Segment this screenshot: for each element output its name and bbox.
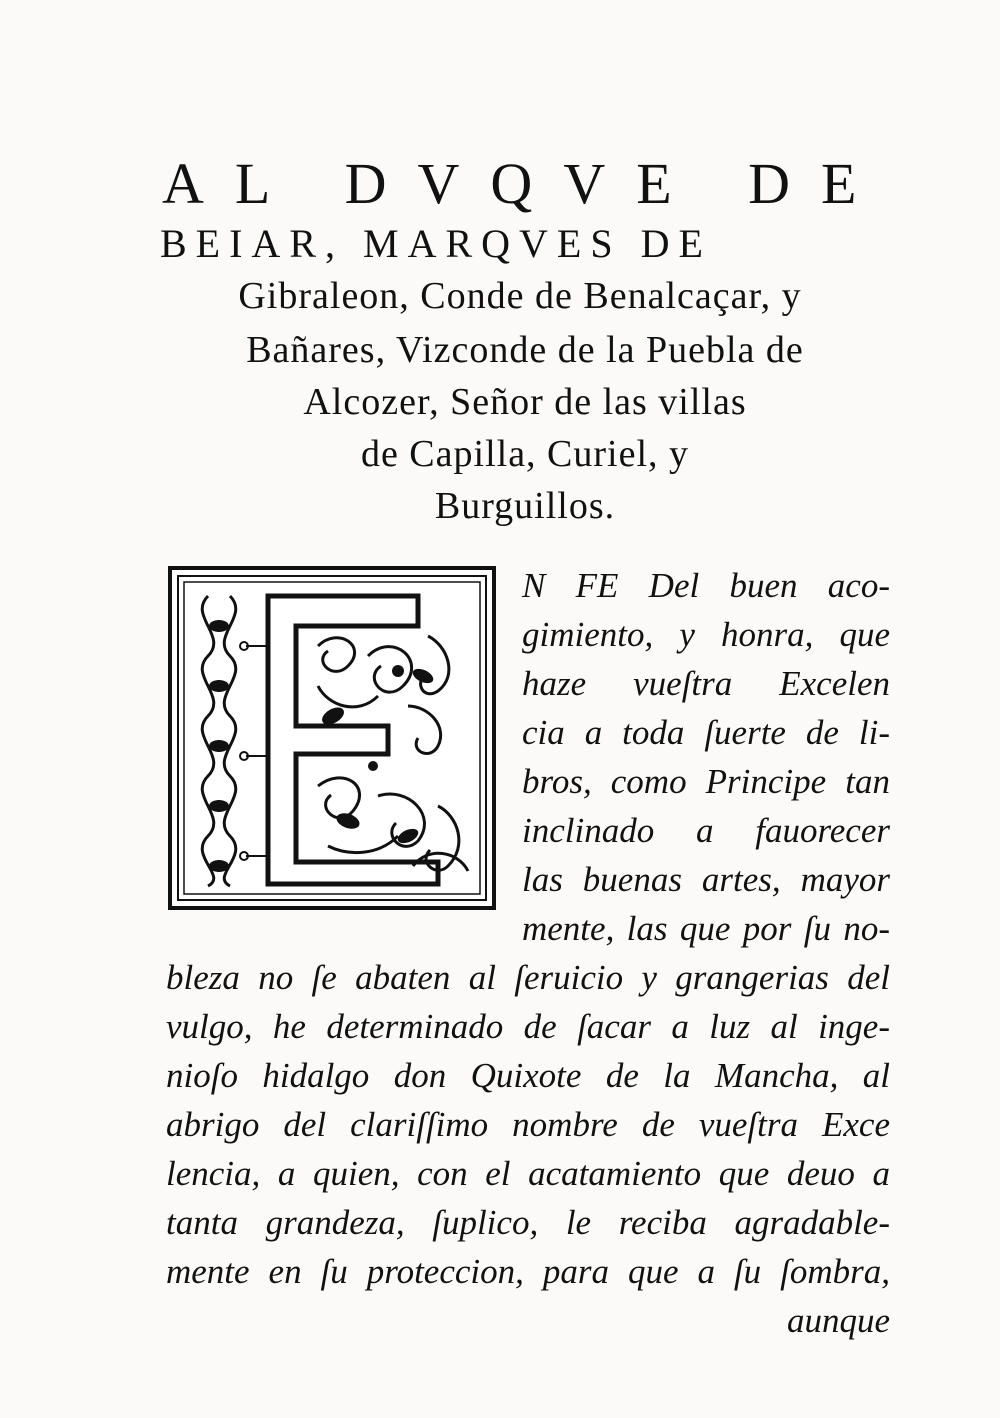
- body-line-7: las buenas artes, mayor: [522, 860, 890, 899]
- body-line-12: abrigo del clariſſimo nombre de vueſtra Exce: [166, 1105, 890, 1144]
- dedication-heading-line-5: Alcozer, Señor de las villas: [303, 381, 747, 423]
- body-line-10: vulgo, he determinado de ſacar a luz al inge-: [166, 1007, 890, 1046]
- dedication-heading-line-3: Gibraleon, Conde de Benalcaçar, y: [238, 275, 802, 317]
- body-line-2: gimiento, y honra, que: [522, 615, 890, 654]
- body-line-8: mente, las que por ſu no-: [522, 909, 890, 948]
- decorated-initial-e-icon: [168, 566, 496, 910]
- body-line-4: cia a toda ſuerte de li-: [522, 713, 890, 752]
- dedication-heading-line-4: Bañares, Vizconde de la Puebla de: [246, 329, 804, 371]
- dedication-heading-line-1: AL DVQVE DE: [162, 151, 888, 216]
- dedication-heading-line-2: BEIAR, MARQVES DE: [160, 221, 712, 266]
- decorated-initial: [168, 566, 496, 910]
- body-line-13: lencia, a quien, con el acatamiento que deuo a: [166, 1154, 890, 1193]
- body-line-3: haze vueſtra Excelen: [522, 664, 890, 703]
- catchword: aunque: [786, 1301, 890, 1340]
- body-line-5: bros, como Principe tan: [522, 762, 890, 801]
- body-line-9: bleza no ſe abaten al ſeruicio y grangerias del: [166, 958, 890, 997]
- dedication-heading-line-7: Burguillos.: [434, 485, 616, 527]
- body-line-1: N FE Del buen aco-: [522, 566, 890, 605]
- body-line-6: inclinado a fauorecer: [522, 811, 890, 850]
- body-line-11: nioſo hidalgo don Quixote de la Mancha, al: [166, 1056, 890, 1095]
- body-line-14: tanta grandeza, ſuplico, le reciba agradable-: [166, 1203, 890, 1242]
- dedication-heading-line-6: de Capilla, Curiel, y: [360, 433, 690, 475]
- body-line-15: mente en ſu proteccion, para que a ſu ſombra,: [166, 1252, 890, 1291]
